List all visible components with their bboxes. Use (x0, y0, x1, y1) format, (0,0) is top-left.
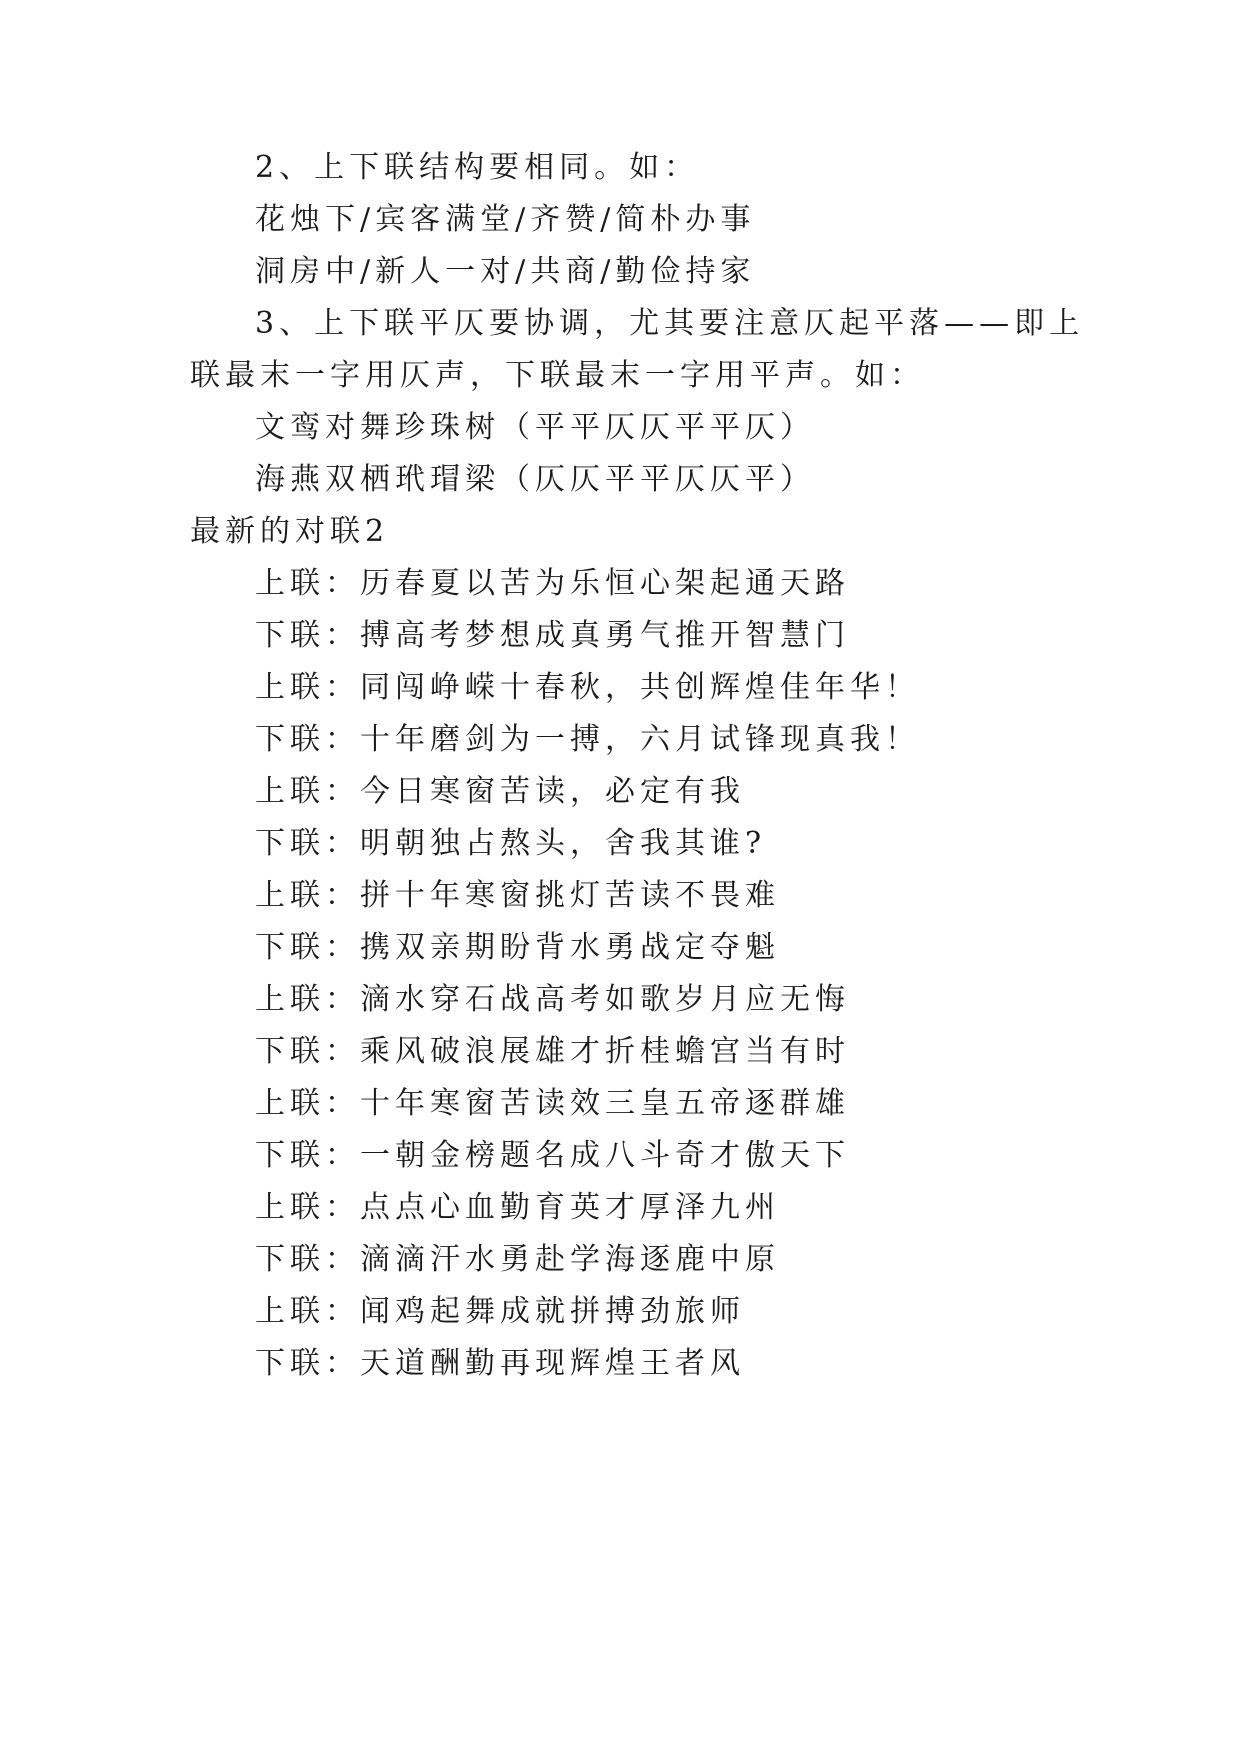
rule-2-example-upper: 花烛下/宾客满堂/齐赞/简朴办事 (255, 202, 756, 237)
couplet-line: 下联：携双亲期盼背水勇战定夺魁 (255, 930, 780, 965)
couplet-line: 上联：同闯峥嵘十春秋，共创辉煌佳年华！ (255, 670, 920, 705)
rule-2-heading: 2、上下联结构要相同。如： (255, 150, 700, 185)
couplet-line: 下联：滴滴汗水勇赴学海逐鹿中原 (255, 1242, 780, 1277)
couplet-line: 下联：搏高考梦想成真勇气推开智慧门 (255, 618, 850, 653)
couplet-line: 下联：乘风破浪展雄才折桂蟾宫当有时 (255, 1034, 850, 1069)
rule-3-example-lower: 海燕双栖玳瑁梁（仄仄平平仄仄平） (255, 462, 815, 497)
rule-3-heading-line-1: 3、上下联平仄要协调，尤其要注意仄起平落——即上 (255, 306, 1085, 341)
couplet-line: 上联：今日寒窗苦读，必定有我 (255, 774, 745, 809)
couplet-line: 上联：点点心血勤育英才厚泽九州 (255, 1190, 780, 1225)
couplet-line: 上联：滴水穿石战高考如歌岁月应无悔 (255, 982, 850, 1017)
rule-2-example-lower: 洞房中/新人一对/共商/勤俭持家 (255, 254, 756, 289)
couplet-line: 上联：历春夏以苦为乐恒心架起通天路 (255, 566, 850, 601)
couplet-line: 下联：天道酬勤再现辉煌王者风 (255, 1346, 745, 1381)
couplet-line: 下联：十年磨剑为一搏，六月试锋现真我！ (255, 722, 920, 757)
section-title: 最新的对联2 (190, 514, 390, 549)
rule-3-example-upper: 文鸾对舞珍珠树（平平仄仄平平仄） (255, 410, 815, 445)
rule-3-heading-line-2: 联最末一字用仄声，下联最末一字用平声。如： (190, 358, 925, 393)
couplet-line: 上联：拼十年寒窗挑灯苦读不畏难 (255, 878, 780, 913)
couplet-line: 下联：一朝金榜题名成八斗奇才傲天下 (255, 1138, 850, 1173)
couplet-line: 上联：闻鸡起舞成就拼搏劲旅师 (255, 1294, 745, 1329)
couplet-line: 上联：十年寒窗苦读效三皇五帝逐群雄 (255, 1086, 850, 1121)
couplet-line: 下联：明朝独占熬头，舍我其谁? (255, 826, 767, 861)
